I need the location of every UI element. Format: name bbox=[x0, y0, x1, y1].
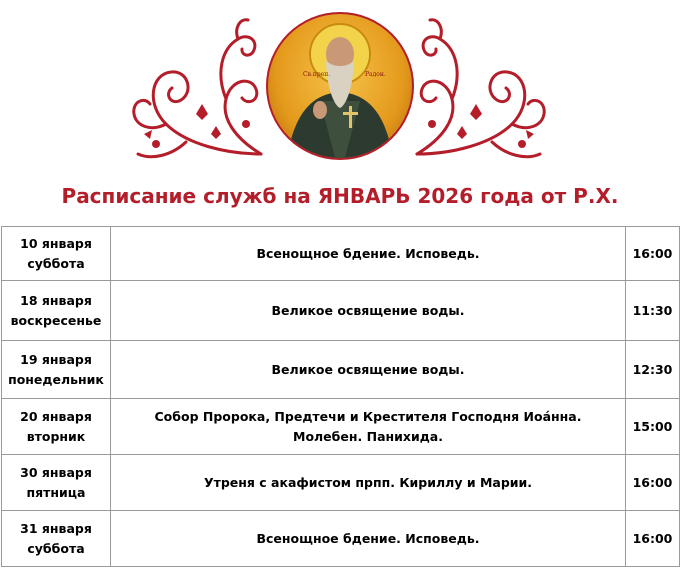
time-cell: 12:30 bbox=[626, 341, 680, 399]
ornament-right-icon bbox=[412, 14, 552, 164]
service-cell bbox=[111, 227, 626, 281]
service-cell bbox=[111, 341, 626, 399]
svg-text:Св.преп.: Св.преп. bbox=[303, 71, 331, 78]
page-title: Расписание служб на ЯНВАРЬ 2026 года от Р.Х. bbox=[61, 184, 619, 208]
weekday-text: пятница bbox=[26, 484, 86, 500]
time-cell: 16:00 bbox=[626, 455, 680, 511]
time-cell: 16:00 bbox=[626, 227, 680, 281]
time-cell: 16:00 bbox=[626, 511, 680, 567]
date-text: 10 января bbox=[20, 235, 92, 251]
date-cell bbox=[2, 399, 111, 455]
saint-icon-image bbox=[265, 6, 415, 176]
svg-text:Радон.: Радон. bbox=[365, 71, 386, 78]
service-text: Великое освящение воды. bbox=[271, 361, 465, 377]
table-row bbox=[2, 227, 680, 281]
date-cell bbox=[2, 511, 111, 567]
time-cell: 11:30 bbox=[626, 281, 680, 341]
service-text: Всенощное бдение. Исповедь. bbox=[256, 530, 480, 546]
table-row bbox=[2, 341, 680, 399]
weekday-text: понедельник bbox=[8, 371, 104, 387]
date-text: 18 января bbox=[20, 292, 92, 308]
table-row bbox=[2, 399, 680, 455]
date-cell bbox=[2, 281, 111, 341]
table-row bbox=[2, 281, 680, 341]
date-text: 31 января bbox=[20, 520, 92, 536]
service-cell bbox=[111, 511, 626, 567]
date-cell bbox=[2, 455, 111, 511]
schedule-table bbox=[1, 226, 680, 567]
weekday-text: суббота bbox=[27, 540, 85, 556]
table-row bbox=[2, 511, 680, 567]
date-text: 30 января bbox=[20, 464, 92, 480]
date-text: 19 января bbox=[20, 351, 92, 367]
table-row bbox=[2, 455, 680, 511]
date-text: 20 января bbox=[20, 408, 92, 424]
weekday-text: воскресенье bbox=[10, 312, 102, 328]
header bbox=[0, 0, 680, 178]
service-cell bbox=[111, 399, 626, 455]
service-cell bbox=[111, 455, 626, 511]
ornament-left-icon bbox=[126, 14, 266, 164]
service-text: Утреня с акафистом прпп. Кириллу и Марии. bbox=[203, 474, 533, 490]
date-cell bbox=[2, 341, 111, 399]
service-cell bbox=[111, 281, 626, 341]
service-text: Собор Пророка, Предтечи и Крестителя Господня Иоáнна. bbox=[154, 408, 582, 424]
service-text: Великое освящение воды. bbox=[271, 302, 465, 318]
weekday-text: суббота bbox=[27, 255, 85, 271]
weekday-text: вторник bbox=[26, 428, 86, 444]
date-cell bbox=[2, 227, 111, 281]
service-text: Молебен. Панихида. bbox=[293, 428, 443, 444]
service-text: Всенощное бдение. Исповедь. bbox=[256, 245, 480, 261]
time-cell: 15:00 bbox=[626, 399, 680, 455]
